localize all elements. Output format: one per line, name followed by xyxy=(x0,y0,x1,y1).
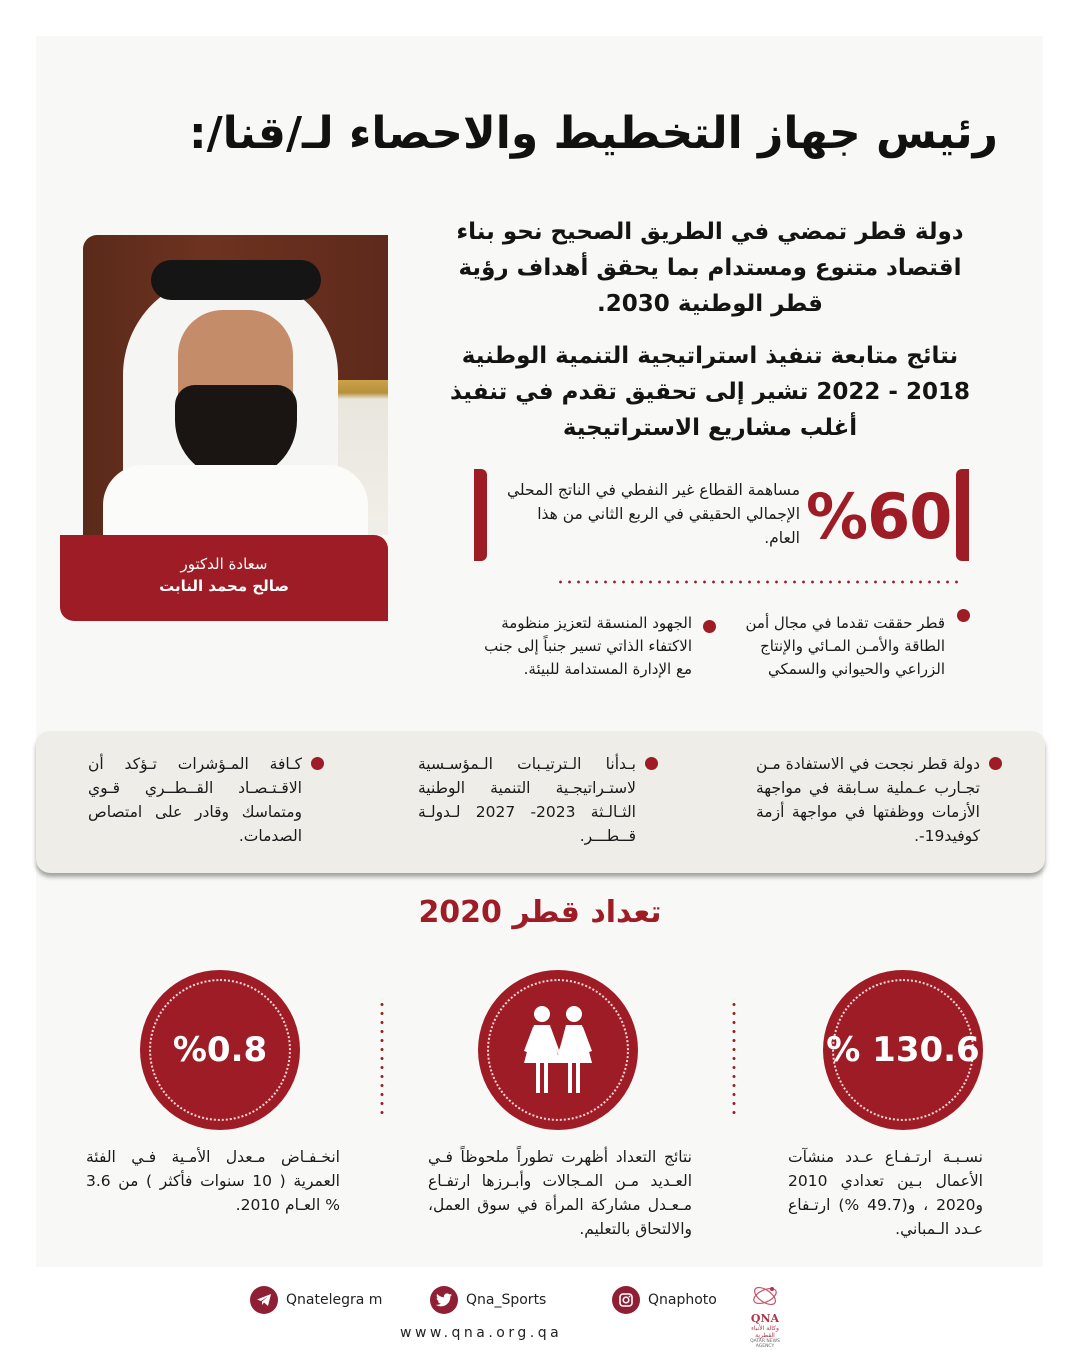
bullet-text: الجهود المنسقة لتعزيز منظومة الاكتفاء الذاتي تسير جنباً إلى جنب مع الإدارة المستدامة للبيئة. xyxy=(484,614,692,678)
census-stat-value: %0.8 xyxy=(172,1030,268,1070)
profile-title: سعادة الدكتور xyxy=(180,555,268,573)
profile-card xyxy=(60,535,388,621)
profile-name: صالح محمد النابت xyxy=(159,577,289,595)
bullet-text: قطر حققت تقدما في مجال أمن الطاقة والأمـن المـائي والإنتاج الزراعي والحيواني والسمكي xyxy=(745,614,945,678)
social-twitter[interactable] xyxy=(430,1286,546,1314)
bullet-dot-icon xyxy=(645,757,658,770)
qna-logo xyxy=(742,1284,788,1349)
census-stat-circle xyxy=(140,970,300,1130)
lead-paragraph-2: نتائج متابعة تنفيذ استراتيجية التنمية الوطنية 2018 - 2022 تشير إلى تحقيق تقدم في تنفيذ أغلب مشاريع الاستراتيجية xyxy=(450,343,970,441)
bullet-dot-icon xyxy=(703,620,716,633)
band-item xyxy=(756,752,980,848)
band-item-text: بـدأنا الـترتيـبات الـمؤسـسية لاستـراتيجـية التنمية الوطنية الثـالـثة 2023- 2027 لـدولـة قــطـــر. xyxy=(418,755,636,845)
band-item xyxy=(88,752,302,848)
instagram-icon xyxy=(612,1286,640,1314)
dotted-divider xyxy=(380,1000,384,1115)
social-telegram[interactable] xyxy=(250,1286,382,1314)
telegram-icon xyxy=(250,1286,278,1314)
census-stat-value: % 130.6 xyxy=(826,1030,980,1070)
logo-english: QATAR NEWS AGENCY xyxy=(750,1339,780,1349)
bullet-item xyxy=(740,612,945,681)
bullet-dot-icon xyxy=(957,609,970,622)
logo-arabic: وكالة الأنباء القطرية xyxy=(751,1325,779,1339)
social-handle: Qna_Sports xyxy=(466,1292,547,1308)
census-stat-text: نتائج التعداد أظهرت تطوراً ملحوظاً فـي العـديد مـن المـجالات وأبـرزها ارتفـاع مـعـدل مشاركة المرأة في سوق العمل، والالتحاق بالتعليم. xyxy=(428,1148,692,1238)
twitter-icon xyxy=(430,1286,458,1314)
social-instagram[interactable] xyxy=(612,1286,717,1314)
highlight-bar-right xyxy=(956,469,969,561)
dotted-divider xyxy=(556,580,960,584)
social-handle: Qnatelegra m xyxy=(286,1292,383,1308)
two-women-icon xyxy=(518,1000,598,1100)
census-stat-circle xyxy=(478,970,638,1130)
bullet-dot-icon xyxy=(989,757,1002,770)
qna-emblem-icon xyxy=(750,1284,780,1308)
page-title: رئيس جهاز التخطيط والاحصاء لـ/قنا/: xyxy=(189,108,998,159)
band-item-text: دولة قطر نجحت في الاستفادة مـن تجـارب عـملية سـابقة في مواجهة الأزمات ووظفتها في مواجهة أزمة كوفيد19-. xyxy=(756,755,980,845)
dotted-divider xyxy=(732,1000,736,1115)
social-handle: Qnaphoto xyxy=(648,1292,717,1308)
portrait-photo xyxy=(83,235,388,535)
lead-paragraph-1: دولة قطر تمضي في الطريق الصحيح نحو بناء اقتصاد متنوع ومستدام بما يحقق أهداف رؤية قطر الوطنية 2030. xyxy=(456,219,964,317)
bullet-dot-icon xyxy=(311,757,324,770)
logo-mark: QNA xyxy=(750,1312,780,1325)
census-stat-text: انخـفـاض مـعدل الأمـية فـي الفئة العمرية ( 10 سنوات فأكثر ) من 3.6 % العـام 2010. xyxy=(86,1148,340,1214)
website-link[interactable]: www.qna.org.qa xyxy=(400,1325,563,1341)
highlight-value: %60 xyxy=(806,480,952,553)
bullet-item xyxy=(470,612,692,681)
census-stat-text: نسـبـة ارتـفـاع عـدد منشآت الأعمال بـين تعدادي 2010 و2020 ، و(49.7 %) ارتـفاع عـدد الـمباني. xyxy=(788,1148,984,1238)
census-title: تعداد قطر 2020 xyxy=(418,895,662,930)
band-item xyxy=(418,752,636,848)
band-item-text: كـافة المـؤشرات تـؤكد أن الاقـتـصـاد القــطــري قـوي ومتماسك وقادر على امتصاص الصدمات. xyxy=(88,755,302,845)
highlight-bar-left xyxy=(474,469,487,561)
census-stat-circle xyxy=(823,970,983,1130)
highlight-text: مساهمة القطاع غير النفطي في الناتج المحلي الإجمالي الحقيقي في الربع الثاني من هذا العام. xyxy=(506,481,800,547)
